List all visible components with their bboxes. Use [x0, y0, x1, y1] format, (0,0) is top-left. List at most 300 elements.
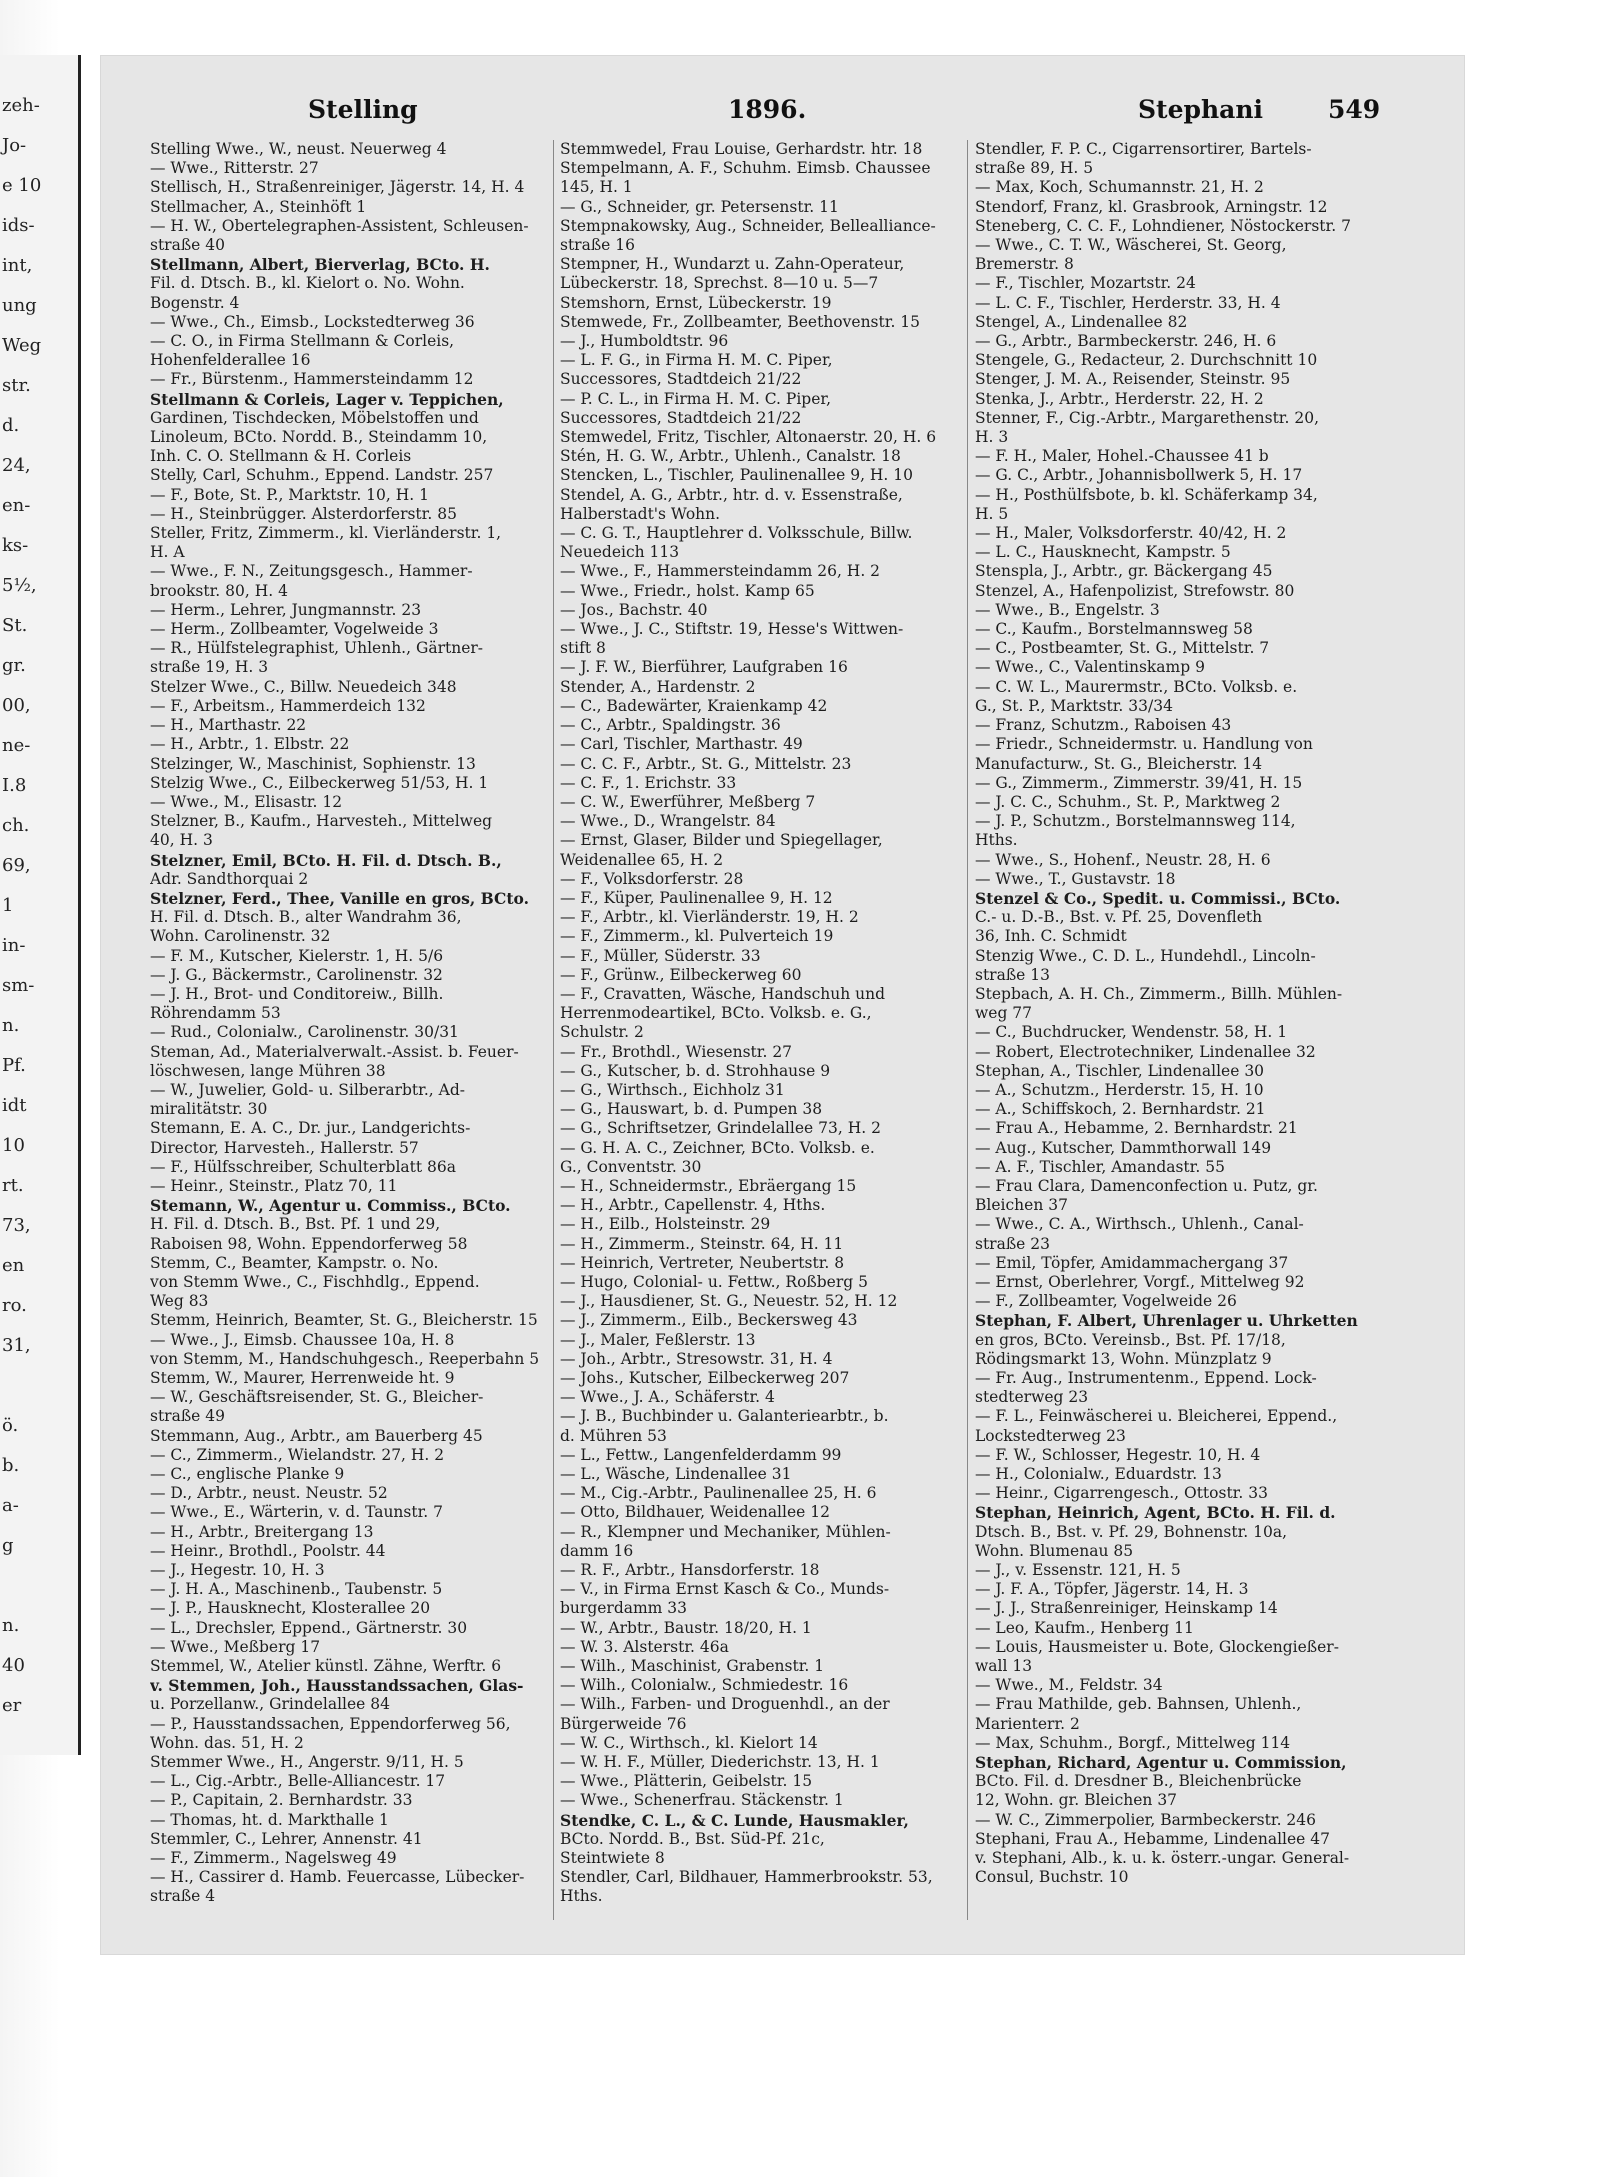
directory-entry-line: — Wwe., Plätterin, Geibelstr. 15 [560, 1772, 813, 1791]
directory-entry-line: Successores, Stadtdeich 21/22 [560, 370, 802, 389]
directory-entry-line: G., St. P., Marktstr. 33/34 [975, 696, 1173, 715]
directory-entry-line: — C., Kaufm., Borstelmannsweg 58 [975, 620, 1253, 639]
directory-entry-line: — F., Zimmerm., Nagelsweg 49 [150, 1849, 397, 1868]
directory-entry-line: damm 16 [560, 1541, 634, 1560]
directory-entry-line: straße 16 [560, 236, 636, 255]
directory-entry-line: Stendorf, Franz, kl. Grasbrook, Arningstr. 12 [975, 197, 1328, 216]
directory-entry-line: — J. J., Straßenreiniger, Heinskamp 14 [975, 1599, 1278, 1618]
margin-text-fragment: St. [2, 615, 28, 636]
directory-entry-line: — G., Wirthsch., Eichholz 31 [560, 1080, 785, 1099]
directory-entry-line: — M., Cig.-Arbtr., Paulinenallee 25, H. 6 [560, 1484, 877, 1503]
directory-entry-line: — F., Volksdorferstr. 28 [560, 869, 744, 888]
directory-entry-line: — D., Arbtr., neust. Neustr. 52 [150, 1484, 388, 1503]
header-left-keyword: Stelling [308, 95, 418, 124]
directory-entry-line: Dtsch. B., Bst. v. Pf. 29, Bohnenstr. 10a, [975, 1522, 1288, 1541]
directory-entry-line: — Heinr., Brothdl., Poolstr. 44 [150, 1541, 386, 1560]
directory-entry-line: — Wwe., S., Hohenf., Neustr. 28, H. 6 [975, 850, 1271, 869]
directory-entry-line: Stencken, L., Tischler, Paulinenallee 9, H. 10 [560, 466, 914, 485]
directory-entry-line: straße 23 [975, 1234, 1051, 1253]
directory-entry-line: BCto. Fil. d. Dresdner B., Bleichenbrücke [975, 1772, 1302, 1791]
margin-text-fragment: a- [2, 1495, 19, 1516]
directory-entry-line: — L., Fettw., Langenfelderdamm 99 [560, 1445, 842, 1464]
directory-entry-line: Steman, Ad., Materialverwalt.-Assist. b. Feuer- [150, 1042, 519, 1061]
directory-entry-line: Stemmer Wwe., H., Angerstr. 9/11, H. 5 [150, 1753, 464, 1772]
directory-entry-line: — H., Zimmerm., Steinstr. 64, H. 11 [560, 1234, 844, 1253]
directory-entry-line: — G. H. A. C., Zeichner, BCto. Volksb. e. [560, 1138, 875, 1157]
directory-entry-line: burgerdamm 33 [560, 1599, 688, 1618]
directory-entry-line: — F. L., Feinwäscherei u. Bleicherei, Eppend., [975, 1407, 1338, 1426]
directory-entry-line: Stemwede, Fr., Zollbeamter, Beethovenstr. 15 [560, 312, 921, 331]
directory-entry-line: Stellmann & Corleis, Lager v. Teppichen, [150, 389, 504, 409]
directory-entry-line: von Stemm Wwe., C., Fischhdlg., Eppend. [150, 1272, 480, 1291]
directory-entry-line: — W. C., Zimmerpolier, Barmbeckerstr. 246 [975, 1810, 1317, 1829]
directory-entry-line: — Frau Clara, Damenconfection u. Putz, gr. [975, 1176, 1318, 1195]
directory-entry-line: — L. F. G., in Firma H. M. C. Piper, [560, 351, 833, 370]
directory-entry-line: — Wilh., Farben- und Droguenhdl., an der [560, 1695, 890, 1714]
directory-entry-line: — W., Juwelier, Gold- u. Silberarbtr., Ad- [150, 1080, 465, 1099]
directory-entry-line: — G., Hauswart, b. d. Pumpen 38 [560, 1100, 823, 1119]
directory-entry-line: straße 13 [975, 965, 1051, 984]
directory-entry-line: — Aug., Kutscher, Dammthorwall 149 [975, 1138, 1272, 1157]
directory-entry-line: Stelly, Carl, Schuhm., Eppend. Landstr. 257 [150, 466, 494, 485]
directory-entry-line: — L. C. F., Tischler, Herderstr. 33, H. 4 [975, 293, 1281, 312]
previous-page-edge [0, 55, 81, 1755]
directory-entry-line: — F., Bote, St. P., Marktstr. 10, H. 1 [150, 485, 429, 504]
directory-entry-line: Röhrendamm 53 [150, 1004, 281, 1023]
directory-entry-line: Stephan, F. Albert, Uhrenlager u. Uhrketten [975, 1311, 1358, 1331]
directory-entry-line: — Max, Schuhm., Borgf., Mittelweg 114 [975, 1733, 1291, 1752]
directory-entry-line: — H., Colonialw., Eduardstr. 13 [975, 1465, 1222, 1484]
directory-entry-line: — Fr., Bürstenm., Hammersteindamm 12 [150, 370, 474, 389]
directory-entry-line: H. 3 [975, 428, 1009, 447]
directory-entry-line: Stén, H. G. W., Arbtr., Uhlenh., Canalstr. 18 [560, 447, 901, 466]
margin-text-fragment: str. [2, 375, 31, 396]
directory-entry-line: — Wwe., C. T. W., Wäscherei, St. Georg, [975, 236, 1287, 255]
directory-entry-line: — Emil, Töpfer, Amidammachergang 37 [975, 1253, 1289, 1272]
directory-entry-line: — Fr. Aug., Instrumentenm., Eppend. Lock- [975, 1369, 1317, 1387]
directory-entry-line: Stemmel, W., Atelier künstl. Zähne, Werftr. 6 [150, 1657, 502, 1676]
directory-entry-line: Weg 83 [150, 1292, 209, 1311]
directory-entry-line: Raboisen 98, Wohn. Eppendorferweg 58 [150, 1234, 468, 1253]
directory-entry-line: — H., Maler, Volksdorferstr. 40/42, H. 2 [975, 524, 1287, 543]
directory-entry-line: — F., Hülfsschreiber, Schulterblatt 86a [150, 1157, 457, 1176]
margin-text-fragment: Weg [2, 335, 42, 356]
directory-entry-line: — J. H. A., Maschinenb., Taubenstr. 5 [150, 1580, 443, 1599]
directory-entry-line: — V., in Firma Ernst Kasch & Co., Munds- [560, 1580, 890, 1599]
directory-entry-line: straße 4 [150, 1887, 216, 1906]
directory-entry-line: Wohn. Blumenau 85 [975, 1541, 1134, 1560]
directory-entry-line: — Wwe., B., Engelstr. 3 [975, 600, 1160, 619]
margin-text-fragment: rt. [2, 1175, 24, 1196]
directory-entry-line: Stephan, Richard, Agentur u. Commission, [975, 1753, 1347, 1773]
directory-entry-line: — A., Schiffskoch, 2. Bernhardstr. 21 [975, 1100, 1266, 1119]
directory-entry-line: Stellmacher, A., Steinhöft 1 [150, 197, 367, 216]
directory-entry-line: — Heinr., Cigarrengesch., Ottostr. 33 [975, 1484, 1268, 1503]
directory-entry-line: — F., Arbeitsm., Hammerdeich 132 [150, 696, 426, 715]
directory-entry-line: Weidenallee 65, H. 2 [560, 850, 724, 869]
directory-entry-line: — C. W. L., Maurermstr., BCto. Volksb. e. [975, 677, 1298, 696]
directory-entry-line: — W. 3. Alsterstr. 46a [560, 1637, 729, 1656]
directory-entry-line: weg 77 [975, 1004, 1033, 1023]
directory-entry-line: — C., Postbeamter, St. G., Mittelstr. 7 [975, 639, 1270, 658]
directory-entry-line: brookstr. 80, H. 4 [150, 581, 288, 600]
directory-entry-line: — H., Steinbrügger. Alsterdorferstr. 85 [150, 504, 457, 523]
page-number: 549 [1328, 95, 1381, 124]
directory-entry-line: — Wwe., F., Hammersteindamm 26, H. 2 [560, 562, 881, 581]
margin-text-fragment: n. [2, 1015, 20, 1036]
directory-entry-line: — Frau A., Hebamme, 2. Bernhardstr. 21 [975, 1119, 1298, 1138]
directory-entry-line: — F., Grünw., Eilbeckerweg 60 [560, 965, 802, 984]
directory-entry-line: löschwesen, lange Mühren 38 [150, 1061, 386, 1080]
directory-entry-line: — F. W., Schlosser, Hegestr. 10, H. 4 [975, 1445, 1261, 1464]
directory-entry-line: wall 13 [975, 1657, 1033, 1676]
margin-text-fragment: er [2, 1695, 22, 1716]
directory-entry-line: — Wwe., E., Wärterin, v. d. Taunstr. 7 [150, 1503, 444, 1522]
margin-text-fragment: en- [2, 495, 31, 516]
directory-entry-line: — C., englische Planke 9 [150, 1465, 345, 1484]
directory-entry-line: Halberstadt's Wohn. [560, 504, 721, 523]
directory-entry-line: Bürgerweide 76 [560, 1714, 687, 1733]
page-header [148, 95, 1381, 135]
directory-entry-line: — L. C., Hausknecht, Kampstr. 5 [975, 543, 1231, 562]
directory-entry-line: — C. W., Ewerführer, Meßberg 7 [560, 792, 816, 811]
directory-entry-line: Wohn. das. 51, H. 2 [150, 1733, 304, 1752]
directory-entry-line: Stendler, Carl, Bildhauer, Hammerbrookstr. 53, [560, 1868, 933, 1887]
directory-entry-line: — R. F., Arbtr., Hansdorferstr. 18 [560, 1561, 820, 1580]
directory-entry-line: u. Porzellanw., Grindelallee 84 [150, 1695, 391, 1714]
directory-entry-line: — C. G. T., Hauptlehrer d. Volksschule, Billw. [560, 524, 913, 543]
directory-entry-line: Stelzinger, W., Maschinist, Sophienstr. 13 [150, 754, 476, 773]
directory-entry-line: — J., Hegestr. 10, H. 3 [150, 1561, 325, 1580]
margin-text-fragment: 1 [2, 895, 14, 916]
directory-entry-line: — Wwe., J. A., Schäferstr. 4 [560, 1388, 775, 1407]
directory-entry-line: — Franz, Schutzm., Raboisen 43 [975, 716, 1232, 735]
directory-entry-line: C.- u. D.-B., Bst. v. Pf. 25, Dovenfleth [975, 908, 1263, 927]
directory-entry-line: Wohn. Carolinenstr. 32 [150, 927, 331, 946]
margin-text-fragment: 5½, [2, 575, 37, 596]
directory-entry-line: — C. C. F., Arbtr., St. G., Mittelstr. 23 [560, 754, 852, 773]
directory-entry-line: H. Fil. d. Dtsch. B., alter Wandrahm 36, [150, 908, 462, 927]
directory-entry-line: — F., Müller, Süderstr. 33 [560, 946, 761, 965]
directory-entry-line: — J. P., Hausknecht, Klosterallee 20 [150, 1599, 431, 1618]
directory-entry-line: 36, Inh. C. Schmidt [975, 927, 1127, 946]
margin-text-fragment: 73, [2, 1215, 31, 1236]
directory-entry-line: — Joh., Arbtr., Stresowstr. 31, H. 4 [560, 1349, 833, 1368]
directory-entry-line: Steneberg, C. C. F., Lohndiener, Nöstockerstr. 7 [975, 216, 1351, 235]
directory-entry-line: — Heinrich, Vertreter, Neubertstr. 8 [560, 1253, 845, 1272]
margin-text-fragment: 40 [2, 1655, 25, 1676]
directory-entry-line: Stenspla, J., Arbtr., gr. Bäckergang 45 [975, 562, 1273, 581]
directory-entry-line: — Rud., Colonialw., Carolinenstr. 30/31 [150, 1023, 459, 1042]
directory-entry-line: — H., Arbtr., 1. Elbstr. 22 [150, 735, 350, 754]
directory-entry-line: Linoleum, BCto. Nordd. B., Steindamm 10, [150, 428, 488, 447]
directory-entry-line: — A., Schutzm., Herderstr. 15, H. 10 [975, 1080, 1264, 1099]
directory-entry-line: Stemmann, Aug., Arbtr., am Bauerberg 45 [150, 1426, 483, 1445]
directory-entry-line: straße 19, H. 3 [150, 658, 269, 677]
directory-entry-line: Herrenmodeartikel, BCto. Volksb. e. G., [560, 1004, 872, 1023]
directory-entry-line: — Wwe., Schenerfrau. Stäckenstr. 1 [560, 1791, 844, 1810]
directory-entry-line: Consul, Buchstr. 10 [975, 1868, 1129, 1887]
directory-entry-line: d. Mühren 53 [560, 1426, 667, 1445]
directory-entry-line: — Thomas, ht. d. Markthalle 1 [150, 1810, 389, 1829]
directory-entry-line: Stenzig Wwe., C. D. L., Hundehdl., Lincoln- [975, 946, 1316, 965]
directory-entry-line: straße 49 [150, 1407, 226, 1426]
directory-entry-line: — Herm., Zollbeamter, Vogelweide 3 [150, 620, 439, 639]
directory-entry-line: G., Conventstr. 30 [560, 1157, 702, 1176]
directory-entry-line: Stempelmann, A. F., Schuhm. Eimsb. Chaussee [560, 159, 931, 178]
directory-entry-line: — F. H., Maler, Hohel.-Chaussee 41 b [975, 447, 1269, 466]
directory-entry-line: Steller, Fritz, Zimmerm., kl. Vierländerstr. 1, [150, 524, 502, 543]
directory-entry-line: — Wwe., M., Elisastr. 12 [150, 792, 343, 811]
directory-entry-line: — L., Drechsler, Eppend., Gärtnerstr. 30 [150, 1618, 468, 1637]
directory-entry-line: — Leo, Kaufm., Henberg 11 [975, 1618, 1194, 1637]
directory-entry-line: H. A [150, 543, 185, 562]
directory-entry-line: Stemann, E. A. C., Dr. jur., Landgerichts- [150, 1119, 471, 1138]
directory-entry-line: — J. F. W., Bierführer, Laufgraben 16 [560, 658, 848, 677]
directory-entry-line: — F., Tischler, Mozartstr. 24 [975, 274, 1196, 293]
directory-entry-line: — Wilh., Colonialw., Schmiedestr. 16 [560, 1676, 849, 1695]
directory-entry-line: straße 40 [150, 236, 226, 255]
directory-entry-line: — C., Zimmerm., Wielandstr. 27, H. 2 [150, 1445, 445, 1464]
directory-entry-line: Manufacturw., St. G., Bleicherstr. 14 [975, 754, 1263, 773]
directory-entry-line: stift 8 [560, 639, 606, 658]
directory-entry-line: v. Stemmen, Joh., Hausstandssachen, Glas- [150, 1676, 524, 1696]
directory-entry-line: — J. H., Brot- und Conditoreiw., Billh. [150, 984, 444, 1003]
directory-column-3 [975, 140, 1405, 1887]
directory-entry-line: Stemmler, C., Lehrer, Annenstr. 41 [150, 1829, 423, 1848]
directory-entry-line: — H., Schneidermstr., Ebräergang 15 [560, 1176, 857, 1195]
margin-text-fragment: d. [2, 415, 20, 436]
directory-entry-line: Stenzel, A., Hafenpolizist, Strefowstr. 80 [975, 581, 1295, 600]
directory-entry-line: — Wwe., M., Feldstr. 34 [975, 1676, 1163, 1695]
directory-entry-line: — H., Arbtr., Breitergang 13 [150, 1522, 374, 1541]
directory-entry-line: Stender, A., Hardenstr. 2 [560, 677, 756, 696]
directory-entry-line: — H., Marthastr. 22 [150, 716, 307, 735]
directory-entry-line: straße 89, H. 5 [975, 159, 1094, 178]
directory-entry-line: — W. C., Wirthsch., kl. Kielort 14 [560, 1733, 818, 1752]
directory-entry-line: — G. C., Arbtr., Johannisbollwerk 5, H. 17 [975, 466, 1303, 485]
directory-entry-line: — G., Schneider, gr. Petersenstr. 11 [560, 197, 839, 216]
directory-entry-line: Hohenfelderallee 16 [150, 351, 311, 370]
directory-entry-line: — C. O., in Firma Stellmann & Corleis, [150, 332, 455, 351]
directory-entry-line: Inh. C. O. Stellmann & H. Corleis [150, 447, 412, 466]
directory-entry-line: — Fr., Brothdl., Wiesenstr. 27 [560, 1042, 793, 1061]
directory-entry-line: — H., Arbtr., Capellenstr. 4, Hths. [560, 1196, 826, 1215]
directory-entry-line: — J., Maler, Feßlerstr. 13 [560, 1330, 756, 1349]
directory-entry-line: — H., Cassirer d. Hamb. Feuercasse, Lübecker- [150, 1868, 525, 1887]
margin-text-fragment: idt [2, 1095, 27, 1116]
directory-entry-line: — Louis, Hausmeister u. Bote, Glockengießer- [975, 1637, 1339, 1656]
directory-entry-line: — Wwe., Ch., Eimsb., Lockstedterweg 36 [150, 312, 475, 331]
directory-entry-line: — A. F., Tischler, Amandastr. 55 [975, 1157, 1225, 1176]
directory-entry-line: Stelzig Wwe., C., Eilbeckerweg 51/53, H. 1 [150, 773, 489, 792]
directory-entry-line: — J., Humboldtstr. 96 [560, 332, 729, 351]
directory-entry-line: Stelzner, Ferd., Thee, Vanille en gros, BCto. [150, 888, 529, 908]
directory-entry-line: Steintwiete 8 [560, 1849, 665, 1868]
directory-entry-line: — Robert, Electrotechniker, Lindenallee 32 [975, 1042, 1316, 1061]
directory-column-2 [560, 140, 990, 1907]
directory-entry-line: — R., Klempner und Mechaniker, Mühlen- [560, 1522, 891, 1541]
directory-entry-line: — G., Zimmerm., Zimmerstr. 39/41, H. 15 [975, 773, 1303, 792]
directory-entry-line: Bogenstr. 4 [150, 293, 240, 312]
directory-entry-line: Stellmann, Albert, Bierverlag, BCto. H. [150, 255, 490, 275]
directory-column-1 [150, 140, 580, 1907]
directory-entry-line: Bremerstr. 8 [975, 255, 1074, 274]
directory-entry-line: — Carl, Tischler, Marthastr. 49 [560, 735, 803, 754]
margin-text-fragment: sm- [2, 975, 35, 996]
directory-entry-line: Stemm, Heinrich, Beamter, St. G., Bleicherstr. 15 [150, 1311, 538, 1330]
margin-text-fragment: ids- [2, 215, 35, 236]
directory-entry-line: Stempnakowsky, Aug., Schneider, Bellealliance- [560, 216, 936, 235]
directory-entry-line: — C., Buchdrucker, Wendenstr. 58, H. 1 [975, 1023, 1288, 1042]
directory-entry-line: — F. M., Kutscher, Kielerstr. 1, H. 5/6 [150, 946, 444, 965]
directory-entry-line: Stellisch, H., Straßenreiniger, Jägerstr. 14, H. 4 [150, 178, 525, 197]
directory-entry-line: — C. F., 1. Erichstr. 33 [560, 773, 737, 792]
directory-entry-line: — Herm., Lehrer, Jungmannstr. 23 [150, 600, 422, 619]
directory-entry-line: Stendler, F. P. C., Cigarrensortirer, Bartels- [975, 140, 1312, 158]
directory-entry-line: Hths. [560, 1887, 603, 1906]
directory-entry-line: en gros, BCto. Vereinsb., Bst. Pf. 17/18, [975, 1330, 1286, 1349]
directory-entry-line: — Wwe., J. C., Stiftstr. 19, Hesse's Wittwen- [560, 620, 904, 639]
directory-entry-line: Rödingsmarkt 13, Wohn. Münzplatz 9 [975, 1349, 1272, 1368]
directory-entry-line: 40, H. 3 [150, 831, 213, 850]
directory-entry-line: miralitätstr. 30 [150, 1100, 268, 1119]
margin-text-fragment: ne- [2, 735, 31, 756]
margin-text-fragment: ks- [2, 535, 29, 556]
directory-entry-line: BCto. Nordd. B., Bst. Süd-Pf. 21c, [560, 1829, 825, 1848]
directory-entry-line: — W., Arbtr., Baustr. 18/20, H. 1 [560, 1618, 812, 1637]
directory-entry-line: — Wwe., Ritterstr. 27 [150, 159, 319, 178]
directory-entry-line: Stephan, A., Tischler, Lindenallee 30 [975, 1061, 1265, 1080]
margin-text-fragment: in- [2, 935, 26, 956]
directory-entry-line: — C., Badewärter, Kraienkamp 42 [560, 696, 828, 715]
directory-entry-line: — Wwe., J., Eimsb. Chaussee 10a, H. 8 [150, 1330, 455, 1349]
directory-entry-line: Stendke, C. L., & C. Lunde, Hausmakler, [560, 1810, 909, 1830]
directory-entry-line: — W. H. F., Müller, Diederichstr. 13, H. 1 [560, 1753, 880, 1772]
directory-entry-line: Stelling Wwe., W., neust. Neuerweg 4 [150, 140, 447, 158]
directory-entry-line: Neuedeich 113 [560, 543, 680, 562]
directory-entry-line: Stephan, Heinrich, Agent, BCto. H. Fil. d. [975, 1503, 1336, 1523]
directory-entry-line: — P., Capitain, 2. Bernhardstr. 33 [150, 1791, 413, 1810]
directory-entry-line: Lockstedterweg 23 [975, 1426, 1126, 1445]
directory-entry-line: — G., Kutscher, b. d. Strohhause 9 [560, 1061, 831, 1080]
directory-entry-line: Stemwedel, Fritz, Tischler, Altonaerstr. 20, H. 6 [560, 428, 937, 447]
margin-text-fragment: 31, [2, 1335, 31, 1356]
margin-text-fragment: zeh- [2, 95, 40, 116]
directory-entry-line: Adr. Sandthorquai 2 [150, 869, 309, 888]
directory-entry-line: Stenger, J. M. A., Reisender, Steinstr. 95 [975, 370, 1291, 389]
directory-entry-line: — J. F. A., Töpfer, Jägerstr. 14, H. 3 [975, 1580, 1249, 1599]
directory-entry-line: — F., Küper, Paulinenallee 9, H. 12 [560, 888, 833, 907]
margin-text-fragment: 00, [2, 695, 31, 716]
directory-entry-line: Stemm, W., Maurer, Herrenweide ht. 9 [150, 1369, 455, 1387]
directory-entry-line: — Jos., Bachstr. 40 [560, 600, 708, 619]
directory-entry-line: Stemshorn, Ernst, Lübeckerstr. 19 [560, 293, 832, 312]
directory-entry-line: — J. C. C., Schuhm., St. P., Marktweg 2 [975, 792, 1281, 811]
directory-entry-line: — J. B., Buchbinder u. Galanteriearbtr., b. [560, 1407, 889, 1426]
directory-entry-line: — Otto, Bildhauer, Weidenallee 12 [560, 1503, 830, 1522]
margin-text-fragment: gr. [2, 655, 26, 676]
directory-entry-line: — Heinr., Steinstr., Platz 70, 11 [150, 1176, 398, 1195]
directory-entry-line: — H., Eilb., Holsteinstr. 29 [560, 1215, 771, 1234]
directory-entry-line: Director, Harvesteh., Hallerstr. 57 [150, 1138, 419, 1157]
directory-entry-line: Stelzer Wwe., C., Billw. Neuedeich 348 [150, 677, 457, 696]
directory-entry-line: Successores, Stadtdeich 21/22 [560, 408, 802, 427]
margin-text-fragment: int, [2, 255, 33, 276]
directory-entry-line: — Wwe., Friedr., holst. Kamp 65 [560, 581, 815, 600]
directory-entry-line: Stengele, G., Redacteur, 2. Durchschnitt 10 [975, 351, 1318, 370]
directory-entry-line: — Frau Mathilde, geb. Bahnsen, Uhlenh., [975, 1695, 1302, 1714]
directory-entry-line: — J. P., Schutzm., Borstelmannsweg 114, [975, 812, 1296, 831]
directory-entry-line: von Stemm, M., Handschuhgesch., Reeperbahn 5 [150, 1349, 540, 1368]
directory-entry-line: — Wwe., Meßberg 17 [150, 1637, 321, 1656]
margin-text-fragment: 24, [2, 455, 31, 476]
directory-entry-line: Stepbach, A. H. Ch., Zimmerm., Billh. Mühlen- [975, 984, 1343, 1003]
directory-entry-line: Stenka, J., Arbtr., Herderstr. 22, H. 2 [975, 389, 1264, 408]
directory-entry-line: — J. G., Bäckermstr., Carolinenstr. 32 [150, 965, 443, 984]
directory-entry-line: Stemann, W., Agentur u. Commiss., BCto. [150, 1196, 511, 1216]
margin-text-fragment: n. [2, 1615, 20, 1636]
directory-entry-line: H. Fil. d. Dtsch. B., Bst. Pf. 1 und 29, [150, 1215, 441, 1234]
directory-entry-line: v. Stephani, Alb., k. u. k. österr.-ungar. General- [975, 1849, 1350, 1868]
margin-text-fragment: Pf. [2, 1055, 26, 1076]
directory-entry-line: — G., Arbtr., Barmbeckerstr. 246, H. 6 [975, 332, 1277, 351]
header-right-keyword: Stephani [1138, 95, 1264, 124]
directory-entry-line: — C., Arbtr., Spaldingstr. 36 [560, 716, 781, 735]
directory-entry-line: — Max, Koch, Schumannstr. 21, H. 2 [975, 178, 1264, 197]
directory-entry-line: Lübeckerstr. 18, Sprechst. 8—10 u. 5—7 [560, 274, 879, 293]
directory-entry-line: — Wwe., F. N., Zeitungsgesch., Hammer- [150, 562, 473, 581]
header-year: 1896. [728, 95, 807, 124]
directory-entry-line: — H. W., Obertelegraphen-Assistent, Schleusen- [150, 216, 529, 235]
directory-entry-line: stedterweg 23 [975, 1388, 1089, 1407]
directory-entry-line: Schulstr. 2 [560, 1023, 644, 1042]
directory-entry-line: H. 5 [975, 504, 1009, 523]
directory-entry-line: — J., Zimmerm., Eilb., Beckersweg 43 [560, 1311, 858, 1330]
directory-entry-line: — W., Geschäftsreisender, St. G., Bleicher- [150, 1388, 484, 1407]
directory-entry-line: — J., v. Essenstr. 121, H. 5 [975, 1561, 1181, 1580]
directory-entry-line: 145, H. 1 [560, 178, 633, 197]
margin-text-fragment: en [2, 1255, 25, 1276]
directory-entry-line: — Wwe., T., Gustavstr. 18 [975, 869, 1176, 888]
directory-entry-line: Stengel, A., Lindenallee 82 [975, 312, 1188, 331]
margin-text-fragment: 10 [2, 1135, 25, 1156]
directory-entry-line: Stelzner, B., Kaufm., Harvesteh., Mittelweg [150, 812, 493, 831]
directory-entry-line: Stemm, C., Beamter, Kampstr. o. No. [150, 1253, 439, 1272]
directory-entry-line: — F., Zimmerm., kl. Pulverteich 19 [560, 927, 834, 946]
directory-entry-line: Stephani, Frau A., Hebamme, Lindenallee 47 [975, 1829, 1330, 1848]
directory-entry-line: — Wwe., C. A., Wirthsch., Uhlenh., Canal- [975, 1215, 1304, 1234]
directory-entry-line: Gardinen, Tischdecken, Möbelstoffen und [150, 408, 479, 427]
directory-entry-line: — R., Hülfstelegraphist, Uhlenh., Gärtner- [150, 639, 484, 658]
directory-entry-line: — J., Hausdiener, St. G., Neuestr. 52, H. 12 [560, 1292, 898, 1311]
directory-entry-line: — L., Cig.-Arbtr., Belle-Alliancestr. 17 [150, 1772, 446, 1791]
margin-text-fragment: ö. [2, 1415, 19, 1436]
directory-entry-line: — P. C. L., in Firma H. M. C. Piper, [560, 389, 832, 408]
directory-entry-line: — P., Hausstandssachen, Eppendorferweg 56, [150, 1714, 511, 1733]
directory-entry-line: — G., Schriftsetzer, Grindelallee 73, H. 2 [560, 1119, 881, 1138]
directory-entry-line: — Wwe., D., Wrangelstr. 84 [560, 812, 776, 831]
margin-text-fragment: Jo- [2, 135, 27, 156]
margin-text-fragment: g [2, 1535, 14, 1556]
directory-entry-line: — Wilh., Maschinist, Grabenstr. 1 [560, 1657, 825, 1676]
directory-entry-line: Stemmwedel, Frau Louise, Gerhardstr. htr. 18 [560, 140, 923, 158]
directory-entry-line: — Ernst, Glaser, Bilder und Spiegellager, [560, 831, 883, 850]
directory-entry-line: — Wwe., C., Valentinskamp 9 [975, 658, 1205, 677]
directory-entry-line: — Ernst, Oberlehrer, Vorgf., Mittelweg 92 [975, 1272, 1305, 1291]
margin-text-fragment: e 10 [2, 175, 42, 196]
directory-entry-line: — H., Posthülfsbote, b. kl. Schäferkamp 34, [975, 485, 1318, 504]
